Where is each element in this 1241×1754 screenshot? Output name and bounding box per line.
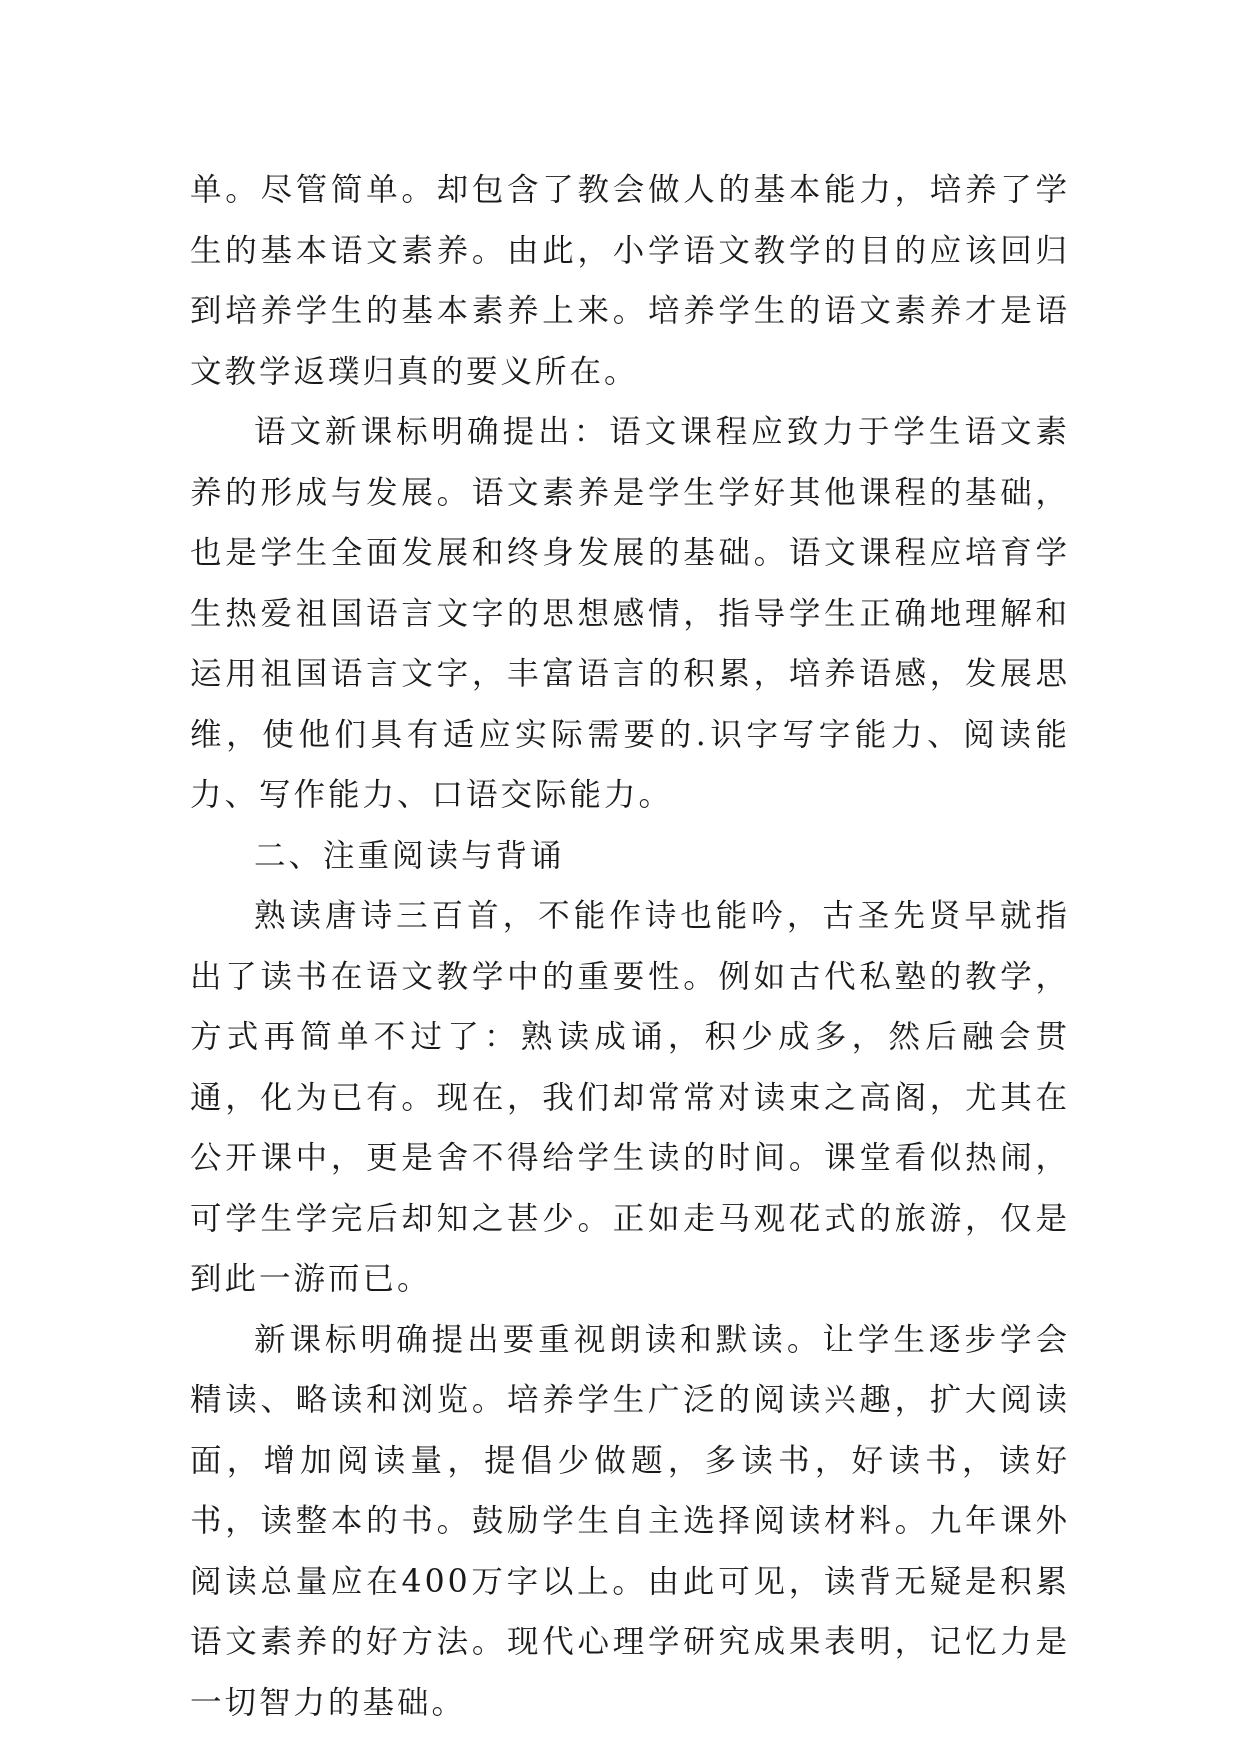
paragraph-reading-importance: 熟读唐诗三百首，不能作诗也能吟，古圣先贤早就指出了读书在语文教学中的重要性。例如古代私塾的教学，方式再简单不过了：熟读成诵，积少成多，然后融会贯通，化为已有。现在，我们却常常对读束之高阁，尤其在公开课中，更是舍不得给学生读的时间。课堂看似热闹，可学生学完后却知之甚少。正如走马观花式的旅游，仅是到此一游而已。: [190, 898, 1070, 1297]
paragraph-curriculum-standard: 语文新课标明确提出：语文课程应致力于学生语文素养的形成与发展。语文素养是学生学好其他课程的基础，也是学生全面发展和终身发展的基础。语文课程应培育学生热爱祖国语言文字的思想感情，指导学生正确地理解和运用祖国语言文字，丰富语言的积累，培养语感，发展思维，使他们具有适应实际需要的.识字写字能力、阅读能力、写作能力、口语交际能力。: [190, 414, 1070, 813]
paragraph-reading-requirements: 新课标明确提出要重视朗读和默读。让学生逐步学会精读、略读和浏览。培养学生广泛的阅读兴趣，扩大阅读面，增加阅读量，提倡少做题，多读书，好读书，读好书，读整本的书。鼓励学生自主选择阅读材料。九年课外阅读总量应在400万字以上。由此可见，读背无疑是积累语文素养的好方法。现代心理学研究成果表明，记忆力是一切智力的基础。: [190, 1321, 1070, 1721]
paragraph-continuation: 单。尽管简单。却包含了教会做人的基本能力，培养了学生的基本语文素养。由此，小学语文教学的目的应该回归到培养学生的基本素养上来。培养学生的语文素养才是语文教学返璞归真的要义所在。: [190, 172, 1070, 390]
section-heading: 二、注重阅读与背诵: [254, 837, 565, 874]
document-body: [190, 160, 1070, 1733]
